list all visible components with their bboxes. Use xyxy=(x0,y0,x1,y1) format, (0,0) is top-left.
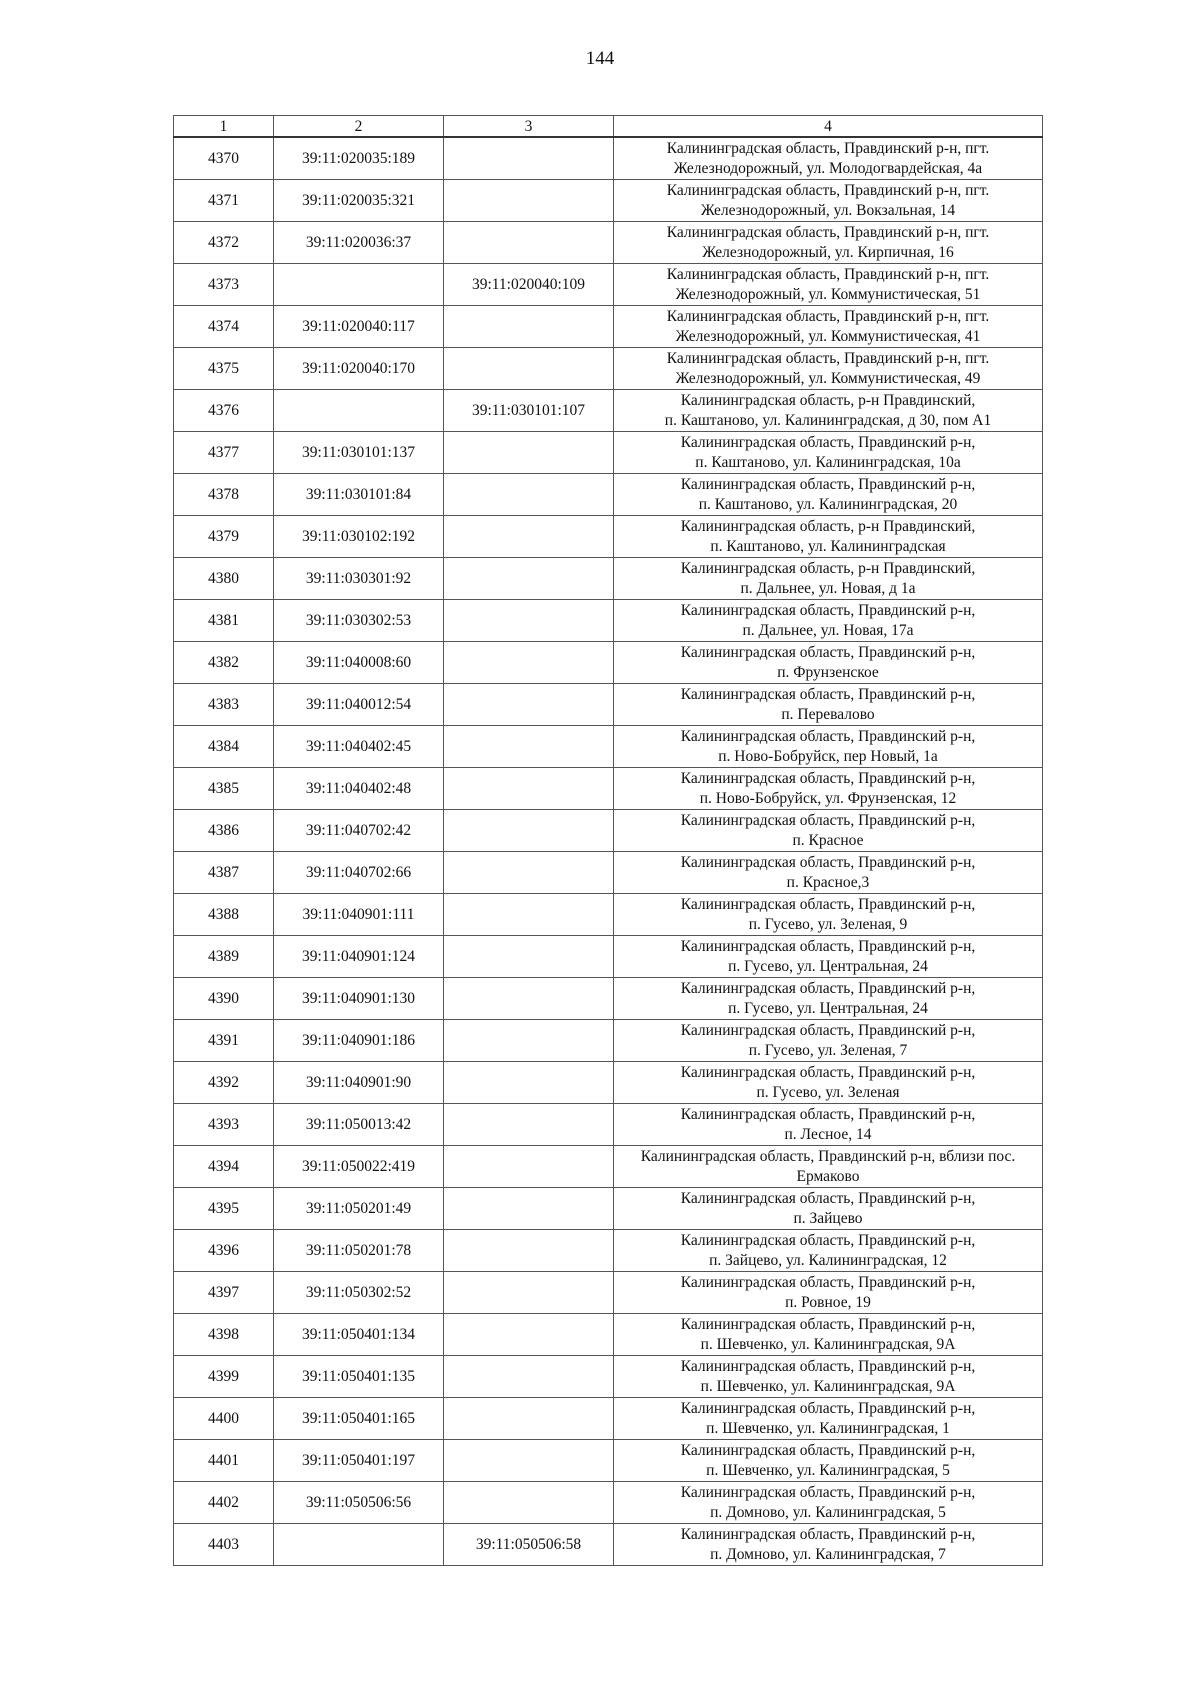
cadastral-number-alt-cell xyxy=(444,684,614,726)
address-cell: Калининградская область, Правдинский р-н, п. Гусево, ул. Зеленая xyxy=(614,1062,1043,1104)
row-number-cell: 4389 xyxy=(174,936,274,978)
row-number-cell: 4399 xyxy=(174,1356,274,1398)
table-row xyxy=(174,726,1043,768)
cadastral-number-cell: 39:11:050401:165 xyxy=(274,1398,444,1440)
cadastral-number-alt-cell xyxy=(444,768,614,810)
address-cell: Калининградская область, Правдинский р-н, п. Каштаново, ул. Калининградская, 10а xyxy=(614,432,1043,474)
cadastral-number-cell: 39:11:020035:189 xyxy=(274,137,444,180)
cadastral-number-cell xyxy=(274,390,444,432)
row-number-cell: 4373 xyxy=(174,264,274,306)
cadastral-number-cell: 39:11:030301:92 xyxy=(274,558,444,600)
cadastral-number-cell: 39:11:040901:186 xyxy=(274,1020,444,1062)
table-row xyxy=(174,642,1043,684)
address-cell: Калининградская область, р-н Правдинский, п. Дальнее, ул. Новая, д 1а xyxy=(614,558,1043,600)
cadastral-number-alt-cell xyxy=(444,1020,614,1062)
address-cell: Калининградская область, Правдинский р-н, п. Шевченко, ул. Калининградская, 1 xyxy=(614,1398,1043,1440)
row-number-cell: 4387 xyxy=(174,852,274,894)
row-number-cell: 4381 xyxy=(174,600,274,642)
cadastral-number-cell: 39:11:040901:111 xyxy=(274,894,444,936)
row-number-cell: 4400 xyxy=(174,1398,274,1440)
address-cell: Калининградская область, Правдинский р-н, п. Гусево, ул. Зеленая, 7 xyxy=(614,1020,1043,1062)
header-cell-3: 3 xyxy=(444,116,614,138)
cadastral-number-cell: 39:11:040402:48 xyxy=(274,768,444,810)
address-cell: Калининградская область, Правдинский р-н, пгт. Железнодорожный, ул. Коммунистическая, 51 xyxy=(614,264,1043,306)
table-row xyxy=(174,1188,1043,1230)
row-number-cell: 4378 xyxy=(174,474,274,516)
table-header xyxy=(174,116,1043,138)
table-body xyxy=(174,137,1043,1566)
address-cell: Калининградская область, Правдинский р-н, п. Шевченко, ул. Калининградская, 9А xyxy=(614,1314,1043,1356)
cadastral-number-alt-cell xyxy=(444,1062,614,1104)
address-cell: Калининградская область, Правдинский р-н, п. Гусево, ул. Центральная, 24 xyxy=(614,978,1043,1020)
cadastral-number-cell: 39:11:040901:124 xyxy=(274,936,444,978)
row-number-cell: 4382 xyxy=(174,642,274,684)
cadastral-number-cell: 39:11:030101:137 xyxy=(274,432,444,474)
row-number-cell: 4394 xyxy=(174,1146,274,1188)
cadastral-number-cell: 39:11:050201:78 xyxy=(274,1230,444,1272)
cadastral-number-alt-cell xyxy=(444,1104,614,1146)
table-row xyxy=(174,264,1043,306)
table-row xyxy=(174,1524,1043,1566)
table-row xyxy=(174,137,1043,180)
row-number-cell: 4403 xyxy=(174,1524,274,1566)
table-row xyxy=(174,306,1043,348)
cadastral-number-cell: 39:11:040008:60 xyxy=(274,642,444,684)
cadastral-number-cell xyxy=(274,1524,444,1566)
address-cell: Калининградская область, Правдинский р-н, п. Красное xyxy=(614,810,1043,852)
row-number-cell: 4384 xyxy=(174,726,274,768)
address-cell: Калининградская область, Правдинский р-н, п. Каштаново, ул. Калининградская, 20 xyxy=(614,474,1043,516)
table-row xyxy=(174,390,1043,432)
cadastral-number-cell: 39:11:030302:53 xyxy=(274,600,444,642)
table-row xyxy=(174,810,1043,852)
address-cell: Калининградская область, Правдинский р-н, п. Ново-Бобруйск, ул. Фрунзенская, 12 xyxy=(614,768,1043,810)
cadastral-number-cell: 39:11:040901:130 xyxy=(274,978,444,1020)
address-cell: Калининградская область, Правдинский р-н, п. Домново, ул. Калининградская, 7 xyxy=(614,1524,1043,1566)
cadastral-number-cell: 39:11:020035:321 xyxy=(274,180,444,222)
cadastral-number-cell: 39:11:050201:49 xyxy=(274,1188,444,1230)
address-cell: Калининградская область, Правдинский р-н, п. Домново, ул. Калининградская, 5 xyxy=(614,1482,1043,1524)
table-row xyxy=(174,558,1043,600)
table-row xyxy=(174,1062,1043,1104)
cadastral-number-alt-cell xyxy=(444,516,614,558)
row-number-cell: 4402 xyxy=(174,1482,274,1524)
row-number-cell: 4372 xyxy=(174,222,274,264)
cadastral-number-alt-cell xyxy=(444,474,614,516)
address-cell: Калининградская область, Правдинский р-н, пгт. Железнодорожный, ул. Коммунистическая, 49 xyxy=(614,348,1043,390)
row-number-cell: 4374 xyxy=(174,306,274,348)
row-number-cell: 4379 xyxy=(174,516,274,558)
table-row xyxy=(174,1440,1043,1482)
table-row xyxy=(174,978,1043,1020)
cadastral-number-cell: 39:11:040402:45 xyxy=(274,726,444,768)
address-cell: Калининградская область, Правдинский р-н, п. Зайцево, ул. Калининградская, 12 xyxy=(614,1230,1043,1272)
cadastral-number-alt-cell xyxy=(444,137,614,180)
table-row xyxy=(174,1230,1043,1272)
cadastral-number-alt-cell xyxy=(444,1482,614,1524)
table-row xyxy=(174,474,1043,516)
cadastral-number-alt-cell: 39:11:020040:109 xyxy=(444,264,614,306)
address-cell: Калининградская область, Правдинский р-н, п. Лесное, 14 xyxy=(614,1104,1043,1146)
cadastral-number-alt-cell xyxy=(444,1230,614,1272)
address-cell: Калининградская область, Правдинский р-н, пгт. Железнодорожный, ул. Кирпичная, 16 xyxy=(614,222,1043,264)
address-cell: Калининградская область, Правдинский р-н, п. Ново-Бобруйск, пер Новый, 1а xyxy=(614,726,1043,768)
cadastral-number-alt-cell xyxy=(444,432,614,474)
cadastral-number-cell: 39:11:020036:37 xyxy=(274,222,444,264)
header-cell-4: 4 xyxy=(614,116,1043,138)
cadastral-number-alt-cell xyxy=(444,558,614,600)
address-cell: Калининградская область, Правдинский р-н, п. Ровное, 19 xyxy=(614,1272,1043,1314)
table-row xyxy=(174,1356,1043,1398)
address-cell: Калининградская область, Правдинский р-н, пгт. Железнодорожный, ул. Вокзальная, 14 xyxy=(614,180,1043,222)
cadastral-number-alt-cell: 39:11:030101:107 xyxy=(444,390,614,432)
header-cell-2: 2 xyxy=(274,116,444,138)
table-row xyxy=(174,1314,1043,1356)
table-row xyxy=(174,180,1043,222)
cadastral-number-cell: 39:11:050401:134 xyxy=(274,1314,444,1356)
row-number-cell: 4376 xyxy=(174,390,274,432)
header-row xyxy=(174,116,1043,138)
cadastral-number-alt-cell xyxy=(444,936,614,978)
address-cell: Калининградская область, Правдинский р-н, вблизи пос. Ермаково xyxy=(614,1146,1043,1188)
table-row xyxy=(174,1104,1043,1146)
table-row xyxy=(174,768,1043,810)
cadastral-number-alt-cell xyxy=(444,180,614,222)
cadastral-number-cell: 39:11:050302:52 xyxy=(274,1272,444,1314)
table-row xyxy=(174,1272,1043,1314)
cadastral-number-cell: 39:11:040901:90 xyxy=(274,1062,444,1104)
row-number-cell: 4398 xyxy=(174,1314,274,1356)
address-cell: Калининградская область, Правдинский р-н, п. Гусево, ул. Зеленая, 9 xyxy=(614,894,1043,936)
table-row xyxy=(174,516,1043,558)
table-row xyxy=(174,894,1043,936)
cadastral-number-cell: 39:11:050401:197 xyxy=(274,1440,444,1482)
address-cell: Калининградская область, Правдинский р-н, п. Гусево, ул. Центральная, 24 xyxy=(614,936,1043,978)
cadastral-number-cell: 39:11:020040:170 xyxy=(274,348,444,390)
cadastral-number-cell: 39:11:020040:117 xyxy=(274,306,444,348)
row-number-cell: 4370 xyxy=(174,137,274,180)
cadastral-number-cell: 39:11:050401:135 xyxy=(274,1356,444,1398)
row-number-cell: 4390 xyxy=(174,978,274,1020)
cadastral-number-alt-cell xyxy=(444,1356,614,1398)
address-cell: Калининградская область, Правдинский р-н, п. Шевченко, ул. Калининградская, 5 xyxy=(614,1440,1043,1482)
address-cell: Калининградская область, Правдинский р-н, пгт. Железнодорожный, ул. Коммунистическая, 41 xyxy=(614,306,1043,348)
row-number-cell: 4380 xyxy=(174,558,274,600)
row-number-cell: 4392 xyxy=(174,1062,274,1104)
address-cell: Калининградская область, Правдинский р-н, п. Перевалово xyxy=(614,684,1043,726)
cadastral-number-alt-cell xyxy=(444,1398,614,1440)
row-number-cell: 4393 xyxy=(174,1104,274,1146)
row-number-cell: 4386 xyxy=(174,810,274,852)
cadastral-number-alt-cell xyxy=(444,1314,614,1356)
address-cell: Калининградская область, Правдинский р-н, п. Дальнее, ул. Новая, 17а xyxy=(614,600,1043,642)
cadastral-number-alt-cell xyxy=(444,1188,614,1230)
cadastral-number-alt-cell xyxy=(444,852,614,894)
row-number-cell: 4383 xyxy=(174,684,274,726)
cadastral-number-alt-cell xyxy=(444,348,614,390)
row-number-cell: 4395 xyxy=(174,1188,274,1230)
address-cell: Калининградская область, р-н Правдинский, п. Каштаново, ул. Калининградская, д 30, пом А1 xyxy=(614,390,1043,432)
row-number-cell: 4391 xyxy=(174,1020,274,1062)
cadastral-number-alt-cell xyxy=(444,600,614,642)
table-row xyxy=(174,1146,1043,1188)
address-cell: Калининградская область, Правдинский р-н, п. Шевченко, ул. Калининградская, 9А xyxy=(614,1356,1043,1398)
row-number-cell: 4377 xyxy=(174,432,274,474)
cadastral-number-cell: 39:11:040702:66 xyxy=(274,852,444,894)
cadastral-number-cell: 39:11:050013:42 xyxy=(274,1104,444,1146)
cadastral-number-cell: 39:11:040702:42 xyxy=(274,810,444,852)
cadastral-number-alt-cell xyxy=(444,978,614,1020)
row-number-cell: 4375 xyxy=(174,348,274,390)
header-cell-1: 1 xyxy=(174,116,274,138)
cadastral-number-alt-cell xyxy=(444,894,614,936)
row-number-cell: 4396 xyxy=(174,1230,274,1272)
row-number-cell: 4397 xyxy=(174,1272,274,1314)
row-number-cell: 4388 xyxy=(174,894,274,936)
cadastral-number-cell xyxy=(274,264,444,306)
cadastral-number-cell: 39:11:040012:54 xyxy=(274,684,444,726)
registry-table xyxy=(173,115,1043,1566)
row-number-cell: 4371 xyxy=(174,180,274,222)
address-cell: Калининградская область, р-н Правдинский, п. Каштаново, ул. Калининградская xyxy=(614,516,1043,558)
table-row xyxy=(174,852,1043,894)
cadastral-number-cell: 39:11:030101:84 xyxy=(274,474,444,516)
cadastral-number-alt-cell xyxy=(444,222,614,264)
row-number-cell: 4401 xyxy=(174,1440,274,1482)
table-row xyxy=(174,1398,1043,1440)
page-number: 144 xyxy=(585,48,615,69)
cadastral-number-alt-cell xyxy=(444,1440,614,1482)
cadastral-number-alt-cell xyxy=(444,642,614,684)
cadastral-number-alt-cell: 39:11:050506:58 xyxy=(444,1524,614,1566)
address-cell: Калининградская область, Правдинский р-н, п. Красное,3 xyxy=(614,852,1043,894)
cadastral-number-alt-cell xyxy=(444,306,614,348)
table-row xyxy=(174,1020,1043,1062)
cadastral-number-alt-cell xyxy=(444,1272,614,1314)
table-row xyxy=(174,432,1043,474)
cadastral-number-cell: 39:11:030102:192 xyxy=(274,516,444,558)
address-cell: Калининградская область, Правдинский р-н, пгт. Железнодорожный, ул. Молодогвардейская, 4а xyxy=(614,137,1043,180)
table-row xyxy=(174,684,1043,726)
cadastral-number-alt-cell xyxy=(444,1146,614,1188)
table-row xyxy=(174,936,1043,978)
table-row xyxy=(174,600,1043,642)
cadastral-number-alt-cell xyxy=(444,726,614,768)
cadastral-number-cell: 39:11:050022:419 xyxy=(274,1146,444,1188)
cadastral-number-cell: 39:11:050506:56 xyxy=(274,1482,444,1524)
cadastral-number-alt-cell xyxy=(444,810,614,852)
address-cell: Калининградская область, Правдинский р-н, п. Фрунзенское xyxy=(614,642,1043,684)
table-row xyxy=(174,222,1043,264)
address-cell: Калининградская область, Правдинский р-н, п. Зайцево xyxy=(614,1188,1043,1230)
row-number-cell: 4385 xyxy=(174,768,274,810)
table-row xyxy=(174,348,1043,390)
table-row xyxy=(174,1482,1043,1524)
